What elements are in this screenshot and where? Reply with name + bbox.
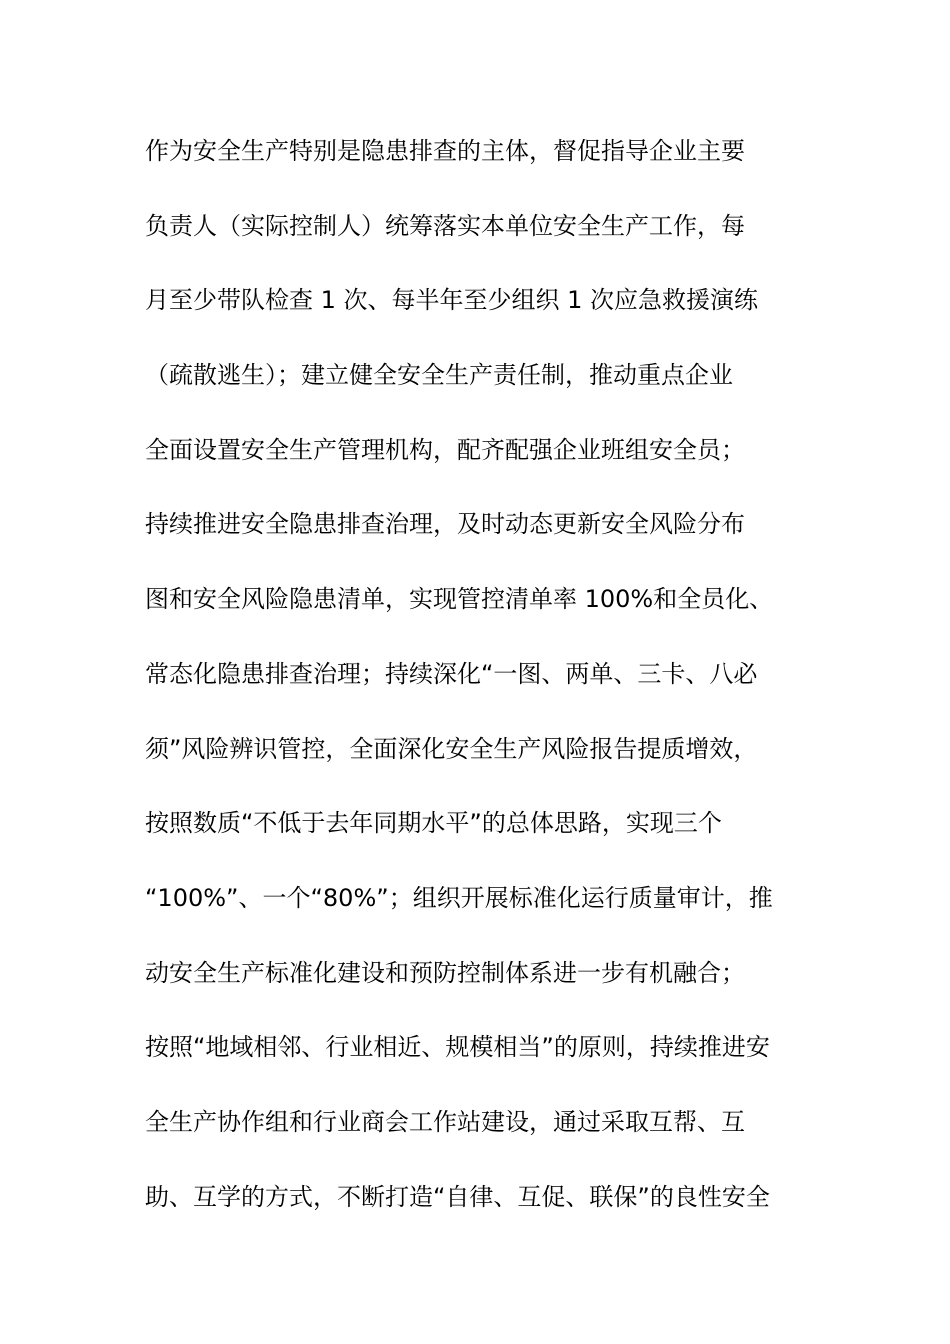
text-line: 须”风险辨识管控，全面深化安全生产风险报告提质增效， — [145, 734, 758, 763]
body-paragraph — [145, 128, 845, 1248]
text-line: 助、互学的方式，不断打造“自律、互促、联保”的良性安全 — [145, 1182, 770, 1211]
text-line: 图和安全风险隐患清单，实现管控清单率 100%和全员化、 — [145, 585, 774, 614]
text-line: 持续推进安全隐患排查治理，及时动态更新安全风险分布 — [145, 510, 745, 539]
text-line: （疏散逃生）；建立健全安全生产责任制，推动重点企业 — [145, 361, 733, 390]
text-line: 月至少带队检查 1 次、每半年至少组织 1 次应急救援演练 — [145, 286, 759, 315]
text-line: 动安全生产标准化建设和预防控制体系进一步有机融合； — [145, 958, 745, 987]
text-line: 按照数质“不低于去年同期水平”的总体思路，实现三个 — [145, 809, 722, 838]
text-line: 按照“地域相邻、行业相近、规模相当”的原则，持续推进安 — [145, 1033, 770, 1062]
text-line: 全生产协作组和行业商会工作站建设，通过采取互帮、互 — [145, 1107, 745, 1136]
text-line: “100%”、一个“80%”；组织开展标准化运行质量审计，推 — [145, 883, 773, 912]
text-line: 作为安全生产特别是隐患排查的主体，督促指导企业主要 — [145, 137, 745, 165]
text-line: 负责人（实际控制人）统筹落实本单位安全生产工作，每 — [145, 211, 745, 240]
text-line: 常态化隐患排查治理；持续深化“一图、两单、三卡、八必 — [145, 659, 758, 688]
text-line: 全面设置安全生产管理机构，配齐配强企业班组安全员； — [145, 435, 745, 464]
